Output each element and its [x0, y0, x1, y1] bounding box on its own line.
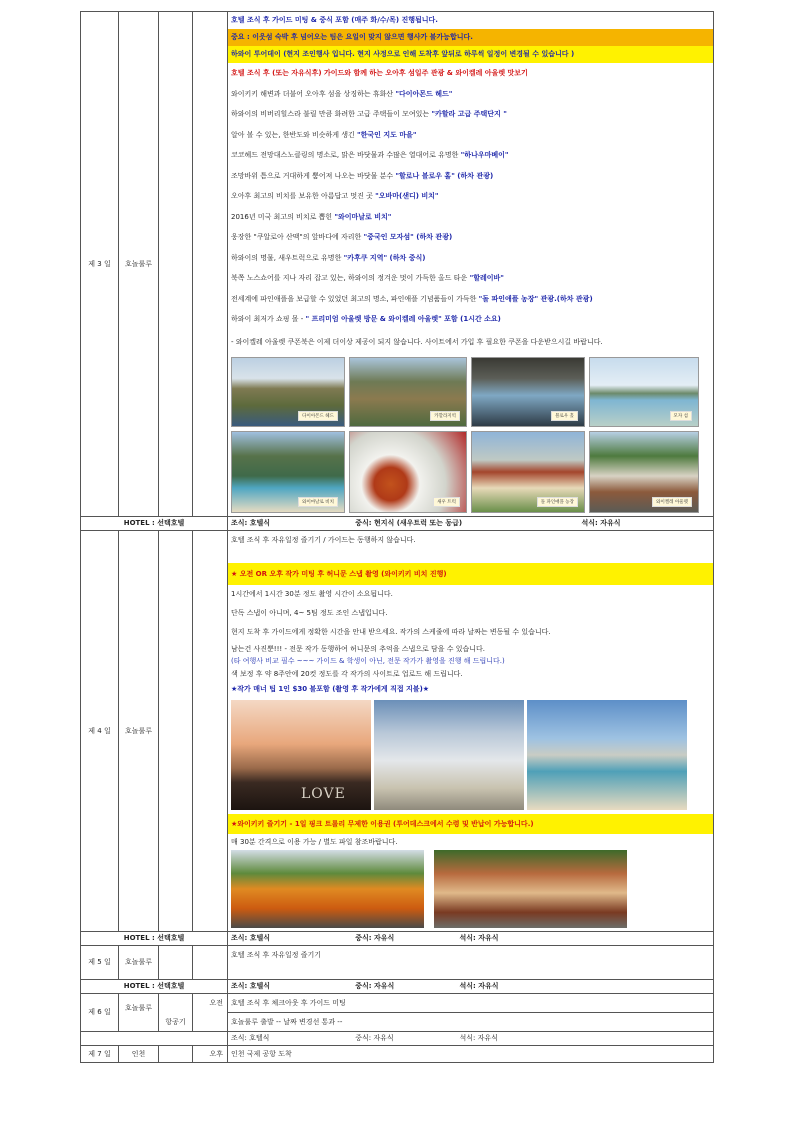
breakfast: 조식: 호텔식 — [231, 1034, 270, 1042]
breakfast: 조식: 호텔식 — [231, 519, 271, 527]
spot-highlight: "할레이바" — [469, 274, 504, 282]
spot-highlight: "다이아몬드 헤드" — [395, 89, 453, 98]
snap-line: 남는건 사진뿐!!! - 전문 작가 동행하여 허니문의 추억을 스냅으로 담을 수 있습니다. — [231, 644, 486, 653]
transport-label: 항공기 — [159, 993, 193, 1031]
day3-spot-line — [231, 104, 710, 125]
spot-highlight: "카할라 고급 주택단지 " — [431, 110, 507, 118]
snap-title: ★ 오전 OR 오후 작가 미팅 후 허니문 스냅 촬영 (와이키키 비치 진행) — [228, 563, 713, 585]
day-label: 제 4 일 — [81, 530, 119, 931]
day6-row — [81, 993, 714, 1012]
photo-waikiki-beach — [527, 700, 687, 810]
day4-content — [228, 530, 714, 931]
day3-spot-line — [231, 248, 710, 269]
photo-love-couple — [231, 700, 371, 810]
city-label: 호놀룰루 — [119, 12, 159, 517]
day3-spot-line — [231, 309, 710, 330]
city-label: 인천 — [119, 1045, 159, 1062]
city-label: 호놀룰루 — [119, 993, 159, 1031]
spot-highlight: "할로나 블로우 홀" (하차 관광) — [395, 171, 494, 180]
hotel-meals-row — [81, 979, 714, 993]
spot-text: 2016년 미국 최고의 비치로 뽑힌 — [231, 212, 335, 221]
time-label: 오후 — [193, 1045, 228, 1062]
day3-spot-line — [231, 289, 710, 310]
photo-tag: 카할라지역 — [430, 411, 460, 421]
photo-waimanalo — [231, 431, 345, 513]
city-label: 호놀룰루 — [119, 530, 159, 931]
day3-spot-line — [231, 84, 710, 105]
day3-photos-row2 — [231, 430, 710, 516]
day5-row — [81, 945, 714, 979]
dinner: 석식: 자유식 — [459, 934, 499, 942]
photo-tag: 모자 섬 — [670, 411, 692, 421]
spot-text: 하와이 최저가 쇼핑 몰 - — [231, 315, 306, 323]
photo-tag: 와이켈레 아울렛 — [652, 497, 692, 507]
dinner: 석식: 자유식 — [459, 982, 499, 990]
spot-highlight: "카후쿠 지역" (하차 중식) — [343, 253, 426, 262]
photo-trolley-car — [434, 850, 627, 928]
spot-highlight: "돌 파인애플 농장" — [478, 294, 539, 303]
photo-tag: 다이아몬드 헤드 — [298, 411, 338, 421]
trolley-note: 매 30분 간격으로 이용 가능 / 별도 파일 참조바랍니다. — [231, 837, 398, 846]
lunch: 중식: 자유식 — [355, 982, 395, 990]
day3-tourday: 하와이 투어데이 (현지 조인행사 입니다. 현지 사정으로 인해 도착후 앞뒤로 하루씩 일정이 변경될 수 있습니다 ) — [228, 46, 713, 63]
photo-tag: 와이마날로 비치 — [298, 497, 338, 507]
lunch: 중식: 자유식 — [355, 934, 395, 942]
day4-photos — [231, 697, 710, 813]
hotel-label: HOTEL : 선택호텔 — [81, 516, 228, 530]
trolley-title: ★와이키키 즐기기 - 1일 핑크 트롤리 무제한 이용권 (투어데스크에서 수령 및 반납이 가능합니다.) — [228, 814, 713, 834]
snap-line: 단독 스냅이 아니며, 4~ 5팀 정도 조인 스냅입니다. — [231, 608, 388, 617]
spot-highlight: "오바마(샌디) 비치" — [375, 192, 439, 200]
day3-content — [228, 12, 714, 517]
meals-row — [81, 1031, 714, 1045]
time-label: 오전 — [193, 993, 228, 1031]
dinner: 석식: 자유식 — [459, 1034, 498, 1042]
city-label: 호놀룰루 — [119, 945, 159, 979]
day7-line: 인천 국제 공항 도착 — [231, 1049, 292, 1058]
day3-line: 호텔 조식 후 가이드 미팅 & 중식 포함 (매주 화/수/목) 진행됩니다. — [231, 16, 438, 24]
day3-row — [81, 12, 714, 517]
day-label: 제 3 일 — [81, 12, 119, 517]
spot-highlight: " 프리미엄 아울렛 방문 & 와이켈레 아울렛" 포함 (1시간 소요) — [305, 315, 501, 323]
spot-highlight: "와이마날로 비치" — [334, 212, 392, 221]
spot-text: 와이키키 해변과 더불어 오아후 섬을 상징하는 휴화산 — [231, 89, 396, 98]
day6-line: 호놀룰루 출발 -- 날짜 변경선 통과 -- — [231, 1017, 343, 1026]
day3-spot-line — [231, 186, 710, 207]
day3-spot-line — [231, 166, 710, 187]
snap-note-blue: (타 여행사 비교 필수 ~~~ 가이드 & 학생이 아닌, 전문 작가가 촬영을 진행 해 드립니다.) — [231, 656, 505, 665]
photo-waikele — [589, 431, 699, 513]
spot-text: 하와이의 명물, 새우트럭으로 유명한 — [231, 253, 344, 262]
day-label: 제 7 일 — [81, 1045, 119, 1062]
snap-line: 현지 도착 후 가이드에게 정확한 시간을 안내 받으세요. 작가의 스케줄에 따라 날짜는 변동될 수 있습니다. — [231, 627, 551, 636]
itinerary-table — [80, 11, 714, 1063]
day3-spot-line — [231, 268, 710, 289]
photo-dole — [471, 431, 585, 513]
day6-line: 호텔 조식 후 체크아웃 후 가이드 미팅 — [231, 998, 346, 1007]
spot-text: 오아후 최고의 비치를 보유한 아름답고 멋진 곳 — [231, 192, 376, 200]
hotel-label: HOTEL : 선택호텔 — [81, 931, 228, 945]
day-label: 제 6 일 — [81, 993, 119, 1031]
snap-fee: ★작가 매너 팁 1인 $30 불포함 (촬영 후 작가에게 직접 지불)★ — [231, 684, 430, 693]
photo-trolley-bus — [231, 850, 424, 928]
spot-highlight: "중국인 모자섬" (하차 관광) — [363, 233, 453, 241]
photo-shrimp-truck — [349, 431, 467, 513]
breakfast: 조식: 호텔식 — [231, 934, 271, 942]
day7-row — [81, 1045, 714, 1062]
lunch: 중식: 자유식 — [355, 1034, 394, 1042]
day3-spot-line — [231, 125, 710, 146]
day5-line: 호텔 조식 후 자유일정 즐기기 — [231, 950, 322, 959]
spot-text: 하와이의 비버리힐스라 불릴 만큼 화려한 고급 주택들이 모여있는 — [231, 110, 432, 118]
hotel-label: HOTEL : 선택호텔 — [81, 979, 228, 993]
spot-text: 북쪽 노스쇼어를 지나 자리 잡고 있는, 하와이의 정겨운 멋이 가득한 올드 타운 — [231, 274, 470, 282]
day3-tour-title: 호텔 조식 후 (또는 자유식후) 가이드와 함께 하는 오아후 섬일주 관광 & 와이켈레 아울렛 맛보기 — [231, 69, 528, 77]
spot-highlight: "한국인 지도 마을" — [357, 130, 417, 139]
trolley-photos — [231, 850, 710, 931]
day3-spots — [231, 84, 710, 330]
photo-couple-pier — [374, 700, 524, 810]
photo-diamond-head — [231, 357, 345, 427]
hotel-meals-row — [81, 931, 714, 945]
dinner: 석식: 자유식 — [581, 519, 621, 527]
photo-tag: 새우 트럭 — [433, 497, 460, 507]
day3-warning: 중요 : 이웃섬 숙박 후 넘어오는 팀은 요일이 맞지 않으면 행사가 불가능합니다. — [228, 29, 713, 46]
spot-highlight: "하나우마베이" — [460, 151, 509, 159]
spot-suffix: 관광.(하차 관광) — [538, 294, 593, 303]
day3-photos-row1 — [231, 354, 710, 430]
day4-free: 호텔 조식 후 자유일정 즐기기 / 가이드는 동행하지 않습니다. — [231, 535, 416, 544]
photo-blow-hole — [471, 357, 585, 427]
day3-spot-line — [231, 145, 710, 166]
day-label: 제 5 일 — [81, 945, 119, 979]
day3-spot-line — [231, 227, 710, 248]
breakfast: 조식: 호텔식 — [231, 982, 271, 990]
hotel-meals-row — [81, 516, 714, 530]
spot-text: 코코헤드 전망대스노클링의 명소로, 맑은 바닷물과 수많은 열대어로 유명한 — [231, 151, 461, 159]
spot-text: 조망바위 틈으로 거대하게 뿜어져 나오는 바닷물 분수 — [231, 171, 396, 180]
lunch: 중식: 현지식 (새우트럭 또는 동급) — [355, 519, 463, 527]
photo-hat-island — [589, 357, 699, 427]
day3-note: - 와이켈레 아울렛 쿠폰북은 이제 더이상 제공이 되지 않습니다. 사이트에서 가입 후 필요한 쿠폰을 다운받으시길 바랍니다. — [231, 337, 603, 346]
spot-text: 알아 볼 수 있는, 한반도와 비슷하게 생긴 — [231, 130, 357, 139]
photo-tag: 블로우 홀 — [551, 411, 578, 421]
day4-row — [81, 530, 714, 931]
photo-kahala — [349, 357, 467, 427]
snap-line: 색 보정 후 약 8주안에 20컷 정도를 각 작가의 사이트로 업로드 해 드립니다. — [231, 669, 463, 678]
love-text: LOVE — [301, 785, 346, 802]
spot-text: 웅장한 "쿠알로아 산맥"의 앞바다에 자리한 — [231, 233, 364, 241]
day3-spot-line — [231, 207, 710, 228]
photo-tag: 돌 파인애플 농장 — [537, 497, 578, 507]
snap-line: 1시간에서 1시간 30분 정도 촬영 시간이 소요됩니다. — [231, 589, 393, 598]
spot-text: 전세계에 파인애플을 보급할 수 있었던 최고의 명소, 파인애플 기념품들이 가득한 — [231, 294, 479, 303]
